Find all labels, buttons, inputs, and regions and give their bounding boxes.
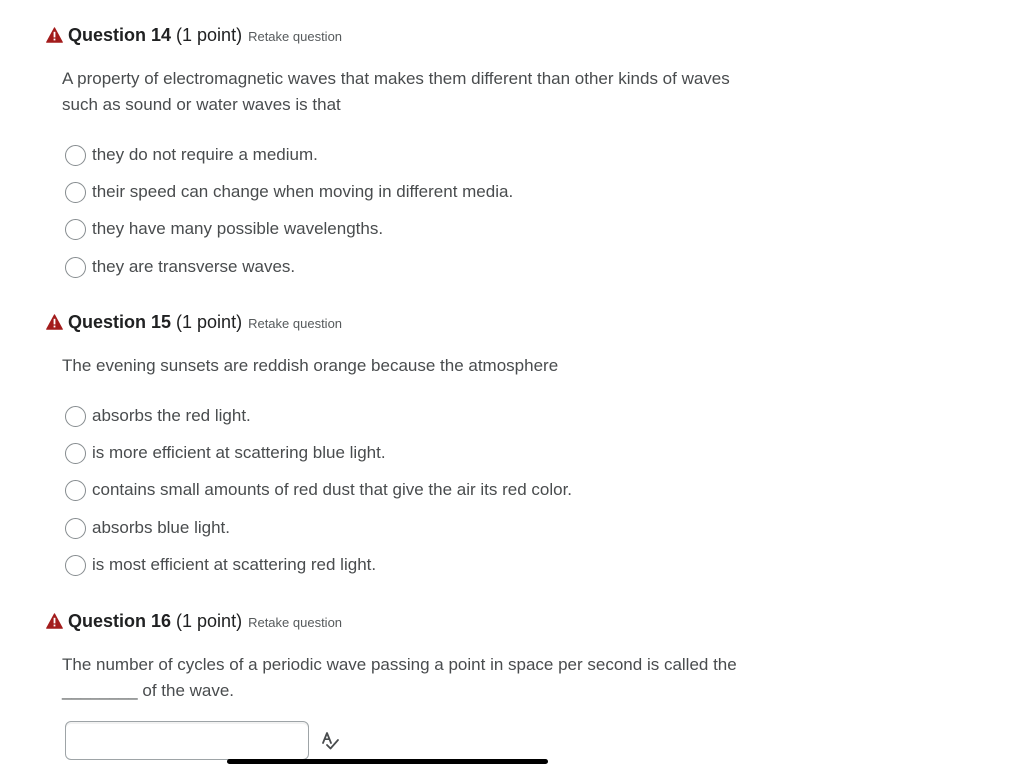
radio-button[interactable] xyxy=(65,406,86,427)
option-label: their speed can change when moving in different media. xyxy=(92,182,514,201)
question-title: Question 15 xyxy=(68,311,172,332)
option-label: is most efficient at scattering red light. xyxy=(92,555,377,574)
fill-in-blank-answer-input[interactable] xyxy=(65,721,309,760)
answer-option[interactable] xyxy=(65,552,376,578)
question-16-header xyxy=(46,609,342,633)
answer-option[interactable] xyxy=(65,142,318,168)
option-label: contains small amounts of red dust that give the air its red color. xyxy=(92,480,573,499)
option-label: they have many possible wavelengths. xyxy=(92,219,384,238)
radio-button[interactable] xyxy=(65,257,86,278)
radio-button[interactable] xyxy=(65,219,86,240)
option-label: absorbs blue light. xyxy=(92,518,230,537)
radio-button[interactable] xyxy=(65,145,86,166)
question-text: The number of cycles of a periodic wave passing a point in space per second is called the ________ of the wave. xyxy=(62,655,737,700)
option-label: they are transverse waves. xyxy=(92,257,296,276)
radio-button[interactable] xyxy=(65,518,86,539)
question-points: (1 point) xyxy=(176,24,243,45)
option-label: absorbs the red light. xyxy=(92,406,251,425)
question-title: Question 14 xyxy=(68,24,172,45)
spell-check-icon[interactable] xyxy=(320,731,340,751)
retake-question-link[interactable]: Retake question xyxy=(248,315,343,331)
option-label: they do not require a medium. xyxy=(92,145,318,164)
retake-question-link[interactable]: Retake question xyxy=(248,614,343,630)
question-points: (1 point) xyxy=(176,311,243,332)
question-text: A property of electromagnetic waves that makes them different than other kinds of waves such as sound or water waves is that xyxy=(62,69,730,114)
radio-button[interactable] xyxy=(65,555,86,576)
radio-button[interactable] xyxy=(65,443,86,464)
warning-triangle-icon xyxy=(46,27,63,43)
answer-option[interactable] xyxy=(65,216,383,242)
radio-button[interactable] xyxy=(65,480,86,501)
question-title: Question 16 xyxy=(68,610,172,631)
answer-option[interactable] xyxy=(65,179,513,205)
retake-question-link[interactable]: Retake question xyxy=(248,28,343,44)
question-text: The evening sunsets are reddish orange because the atmosphere xyxy=(62,356,559,375)
answer-option[interactable] xyxy=(65,403,251,429)
answer-option[interactable] xyxy=(65,440,386,466)
question-15-header xyxy=(46,310,342,334)
warning-triangle-icon xyxy=(46,314,63,330)
answer-option[interactable] xyxy=(65,477,572,503)
option-label: is more efficient at scattering blue light. xyxy=(92,443,386,462)
warning-triangle-icon xyxy=(46,613,63,629)
radio-button[interactable] xyxy=(65,182,86,203)
answer-option[interactable] xyxy=(65,515,230,541)
horizontal-scrollbar[interactable] xyxy=(227,759,548,764)
question-points: (1 point) xyxy=(176,610,243,631)
answer-option[interactable] xyxy=(65,254,295,280)
question-14-header xyxy=(46,23,342,47)
